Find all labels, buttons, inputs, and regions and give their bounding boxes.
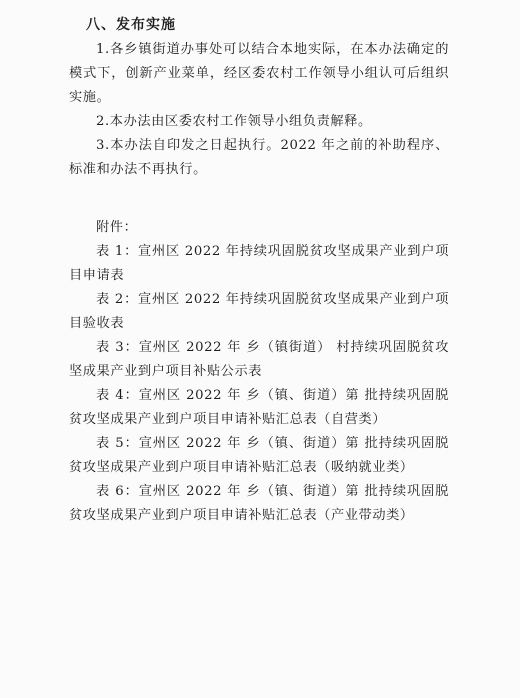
section-spacer xyxy=(69,182,449,216)
document-body xyxy=(69,13,449,528)
attachment-item-3: 表 3：宣州区 2022 年 乡（镇街道） 村持续巩固脱贫攻坚成果产业到户项目补贴公示表 xyxy=(69,340,449,379)
attachments-label: 附件： xyxy=(96,220,138,235)
section-heading: 八、发布实施 xyxy=(86,17,176,33)
paragraph-1: 1.各乡镇街道办事处可以结合本地实际，在本办法确定的模式下，创新产业菜单，经区委农村工作领导小组认可后组织实施。 xyxy=(69,42,449,105)
paragraph-2: 2.本办法由区委农村工作领导小组负责解释。 xyxy=(96,114,372,129)
attachment-item-2: 表 2：宣州区 2022 年持续巩固脱贫攻坚成果产业到户项目验收表 xyxy=(69,292,449,331)
attachment-item-5: 表 5：宣州区 2022 年 乡（镇、街道）第 批持续巩固脱贫攻坚成果产业到户项目申请补贴汇总表（吸纳就业类） xyxy=(69,436,449,475)
paragraph-3: 3.本办法自印发之日起执行。2022 年之前的补助程序、标准和办法不再执行。 xyxy=(69,138,449,177)
attachment-item-1: 表 1：宣州区 2022 年持续巩固脱贫攻坚成果产业到户项目申请表 xyxy=(69,244,449,283)
attachment-item-4: 表 4：宣州区 2022 年 乡（镇、街道）第 批持续巩固脱贫攻坚成果产业到户项目申请补贴汇总表（自营类） xyxy=(69,388,449,427)
attachment-item-6: 表 6：宣州区 2022 年 乡（镇、街道）第 批持续巩固脱贫攻坚成果产业到户项目申请补贴汇总表（产业带动类） xyxy=(69,484,449,523)
